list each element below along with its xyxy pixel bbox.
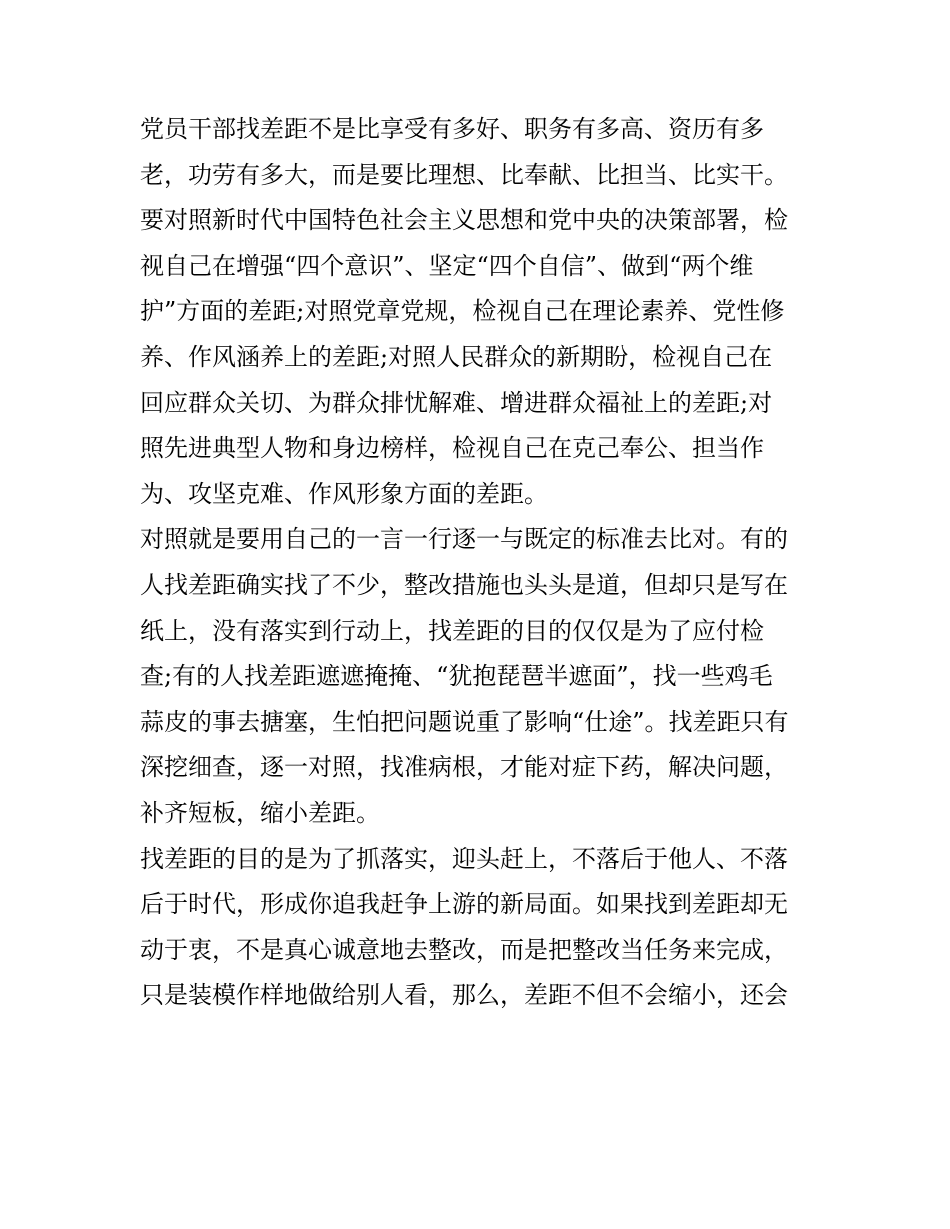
text-line: 深挖细查，逐一对照，找准病根，才能对症下药，解决问题， <box>140 753 788 782</box>
text-line: 对照就是要用自己的一言一行逐一与既定的标准去比对。有的 <box>140 525 788 554</box>
text-line: 动于衷，不是真心诚意地去整改，而是把整改当任务来完成， <box>140 935 788 964</box>
text-line: 后于时代，形成你追我赶争上游的新局面。如果找到差距却无 <box>140 890 788 919</box>
body-text <box>140 107 820 1019</box>
text-line: 人找差距确实找了不少，整改措施也头头是道，但却只是写在 <box>140 570 788 599</box>
text-line: 照先进典型人物和身边榜样，检视自己在克己奉公、担当作 <box>140 434 764 463</box>
text-line: 为、攻坚克难、作风形象方面的差距。 <box>140 479 548 508</box>
text-line: 党员干部找差距不是比享受有多好、职务有多高、资历有多 <box>140 115 764 143</box>
text-line: 护”方面的差距;对照党章党规，检视自己在理论素养、党性修 <box>140 297 785 326</box>
text-line: 养、作风涵养上的差距;对照人民群众的新期盼，检视自己在 <box>140 342 773 371</box>
text-line: 纸上，没有落实到行动上，找差距的目的仅仅是为了应付检 <box>140 616 764 645</box>
text-line: 找差距的目的是为了抓落实，迎头赶上，不落后于他人、不落 <box>140 844 788 873</box>
text-line: 要对照新时代中国特色社会主义思想和党中央的决策部署，检 <box>140 206 788 235</box>
text-line: 回应群众关切、为群众排忧解难、增进群众福祉上的差距;对 <box>140 388 773 417</box>
text-line: 补齐短板，缩小差距。 <box>140 798 380 827</box>
text-line: 查;有的人找差距遮遮掩掩、“犹抱琵琶半遮面”，找一些鸡毛 <box>140 662 773 691</box>
text-line: 老，功劳有多大，而是要比理想、比奉献、比担当、比实干。 <box>140 160 788 189</box>
text-line: 蒜皮的事去搪塞，生怕把问题说重了影响“仕途”。找差距只有 <box>140 707 789 736</box>
text-line: 只是装模作样地做给别人看，那么，差距不但不会缩小，还会 <box>140 981 788 1010</box>
text-line: 视自己在增强“四个意识”、坚定“四个自信”、做到“两个维 <box>140 251 754 280</box>
